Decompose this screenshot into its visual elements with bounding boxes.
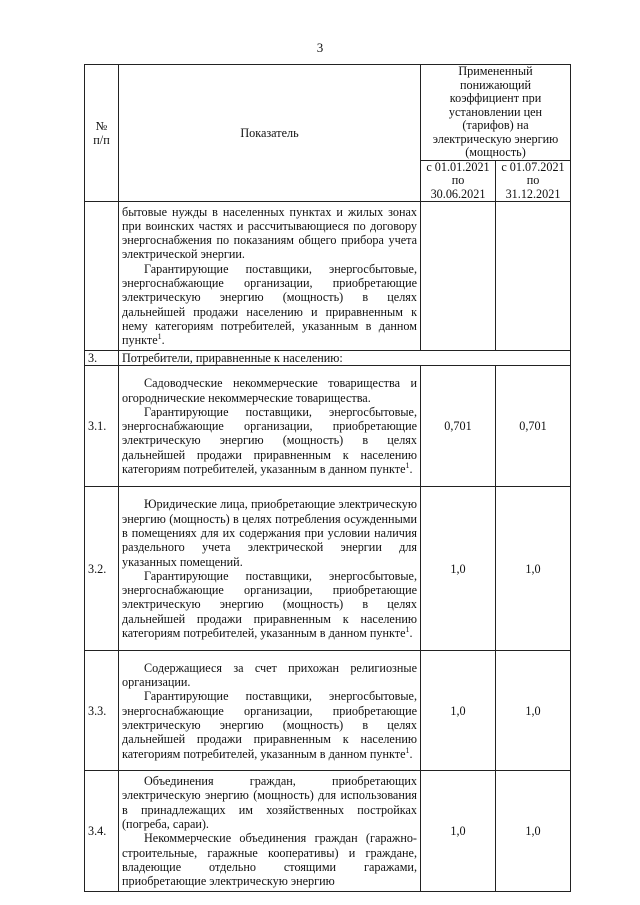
- row-text-cell: [119, 202, 421, 351]
- row-paragraph: Содержащиеся за счет прихожан религиозные организации.: [122, 660, 417, 690]
- footnote-mark: 1: [405, 624, 410, 634]
- row-paragraph: Гарантирующие поставщики, энергосбытовые, энергоснабжающие организации, приобретающие электрическую энергию (мощность) в целях дальнейшей продажи приравненным к населению категориям потребителей, указанным в данном пункте$^1$.: [122, 404, 417, 477]
- row-paragraph: Некоммерческие объединения граждан (гаражно-строительные, гаражные кооперативы) и граждане, владеющие отдельно стоящими гаражами, приобретающие электрическую энергию: [122, 831, 417, 889]
- row-value-cell: [496, 202, 571, 351]
- row-value-cell: [421, 202, 496, 351]
- period-2-to: по 31.12.2021: [505, 173, 561, 201]
- row-text-cell: [119, 771, 421, 892]
- row-number: 3.: [85, 351, 119, 366]
- row-number: 3.2.: [85, 487, 119, 651]
- row-value-period-2: 1,0: [496, 487, 571, 651]
- row-number: 3.4.: [85, 771, 119, 892]
- row-value-period-2: 1,0: [496, 771, 571, 892]
- row-value-period-1: 1,0: [421, 487, 496, 651]
- header-period-2: [496, 160, 571, 202]
- row-value-period-1: 0,701: [421, 366, 496, 487]
- row-section-title: Потребители, приравненные к населению:: [119, 351, 571, 366]
- footnote-mark: 1: [157, 332, 162, 342]
- table-row: [85, 487, 571, 651]
- footnote-mark: 1: [405, 745, 410, 755]
- page-number: 3: [316, 40, 324, 55]
- row-text-cell: [119, 487, 421, 651]
- period-1-from: с 01.01.2021: [426, 159, 490, 174]
- header-row: [85, 65, 571, 161]
- row-value-period-2: 1,0: [496, 651, 571, 771]
- row-number: 3.1.: [85, 366, 119, 487]
- header-period-1: [421, 160, 496, 202]
- header-coefficient: Примененный понижающий коэффициент при установлении цен (тарифов) на электрическую энергию (мощность): [421, 65, 571, 161]
- table-row: [85, 202, 571, 351]
- row-text-cell: [119, 366, 421, 487]
- row-value-period-1: 1,0: [421, 771, 496, 892]
- row-paragraph: Юридические лица, приобретающие электрическую энергию (мощность) в целях потребления осужденными в помещениях для их содержания при условии наличия раздельного учета электрической энергии для указанных помещений.: [122, 497, 417, 569]
- row-value-period-1: 1,0: [421, 651, 496, 771]
- row-paragraph: бытовые нужды в населенных пунктах и жилых зонах при воинских частях и рассчитывающиеся по договору энергоснабжения по показаниям общего прибора учета электрической энергии.: [122, 204, 417, 262]
- period-2-from: с 01.07.2021: [501, 159, 565, 174]
- table-row: [85, 651, 571, 771]
- row-paragraph: Гарантирующие поставщики, энергосбытовые, энергоснабжающие организации, приобретающие электрическую энергию (мощность) в целях дальнейшей продажи приравненным к населению категориям потребителей, указанным в данном пункте$^1$.: [122, 568, 417, 640]
- row-paragraph: Объединения граждан, приобретающих электрическую энергию (мощность) для использования в принадлежащих им хозяйственных постройках (погреба, сараи).: [122, 774, 417, 831]
- row-text-cell: [119, 651, 421, 771]
- header-indicator: Показатель: [119, 65, 421, 202]
- header-number-cell: [85, 65, 119, 202]
- header-number-symbol: №: [95, 119, 108, 133]
- row-number: 3.3.: [85, 651, 119, 771]
- table-row: [85, 366, 571, 487]
- footnote-mark: 1: [405, 460, 410, 470]
- row-paragraph: Гарантирующие поставщики, энергосбытовые, энергоснабжающие организации, приобретающие электрическую энергию (мощность) в целях дальнейшей продажи приравненным к населению категориям потребителей, указанным в данном пункте$^1$.: [122, 689, 417, 761]
- table-row: [85, 771, 571, 892]
- row-paragraph: Гарантирующие поставщики, энергосбытовые, энергоснабжающие организации, приобретающие электрическую энергию (мощность) в целях дальнейшей продажи населению и приравненным к нему категориям потребителей, указанным в данном пункте$^1$.: [122, 261, 417, 348]
- tariff-coefficient-table: [84, 64, 571, 892]
- header-number-abbr: п/п: [93, 133, 110, 147]
- row-paragraph: Садоводческие некоммерческие товарищества и огороднические некоммерческие товарищества.: [122, 376, 417, 405]
- row-number-cell: [85, 202, 119, 351]
- period-1-to: по 30.06.2021: [430, 173, 486, 201]
- row-value-period-2: 0,701: [496, 366, 571, 487]
- table-row: [85, 351, 571, 366]
